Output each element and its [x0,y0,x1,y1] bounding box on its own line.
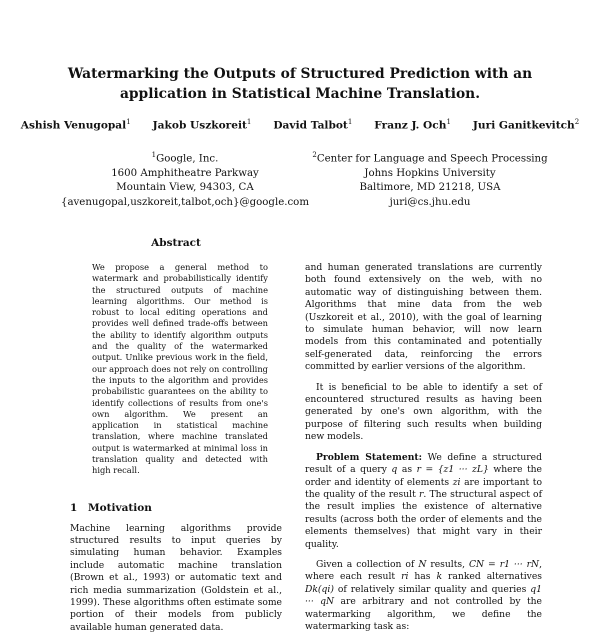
body-paragraph: It is beneficial to be able to identify a set of encountered structured results as having been generated by one's own algorithm, with the purpose of filtering such results when building new models. [305,381,542,443]
author: Juri Ganitkevitch$^2$ [472,118,580,132]
affiliation-google: $^1$Google, Inc. 1600 Amphitheatre Parkway Mountain View, 94303, CA {avenugopal,uszkoreit,talbot,och}@google.com [60,148,310,210]
email-text: juri@cs.jhu.edu [389,196,471,208]
author: Franz J. Och$^1$ [374,118,451,132]
paper-title [40,64,560,104]
title-line-1: Watermarking the Outputs of Structured Prediction with an [67,66,533,82]
abstract-text: We propose a general method to watermark and probabilistically identify the structured outputs of machine learning algorithms. Our method is robust to local editing operations and provides well defined trade-offs between the ability to identify algorithm outputs and the quality of the watermarked output. Unlike previous work in the field, our approach does not rely on controlling the inputs to the algorithm and provides probabilistic guarantees on the ability to identify collections of results from one's own algorithm. We present an application in statistical machine translation, where machine translated output is watermarked at minimal loss in translation quality and detected with high recall. [92,262,268,476]
affiliation-jhu: $^2$Center for Language and Speech Processing Johns Hopkins University Baltimore, MD 21218, USA juri@cs.jhu.edu [300,148,560,210]
author: David Talbot$^1$ [273,118,353,132]
abstract-heading: Abstract [151,237,201,249]
body-paragraph: Given a collection of N results, CN = r1 ··· rN, where each result ri has k ranked alternatives Dk(qi) of relatively similar quality and queries q1 ··· qN are arbitrary and not controlled by the watermarking algorithm, we define the watermarking task as: [305,558,542,632]
body-paragraph: and human generated translations are currently both found extensively on the web, with no automatic way of distinguishing between them. Algorithms that mine data from the web (Uszkoreit et al., 2010), with the goal of learning to simulate human behavior, will now learn models from this contaminated and potentially self-generated data, reinforcing the errors committed by earlier versions of the algorithm. [305,262,542,373]
problem-statement-paragraph: Problem Statement: We define a structured result of a query q as r = {z1 ··· zL} where the order and identity of elements zi are important to the quality of the result r. The structural aspect of the result implies the existence of alternative results (across both the order of elements and the elements themselves) that might vary in their quality. [305,451,542,550]
author: Jakob Uszkoreit$^1$ [152,118,252,132]
body-paragraph: Machine learning algorithms provide structured results to input queries by simulating human behavior. Examples include automatic machine translation (Brown et al., 1993) or automatic text and rich media summarization (Goldstein et al., 1999). These algorithms often estimate some portion of their models from publicly available human generated data. [70,522,282,633]
email-text: {avenugopal,uszkoreit,talbot,och}@google.com [61,196,309,208]
runin-heading: Problem Statement: [316,451,423,463]
author-list [0,118,600,132]
title-line-2: application in Statistical Machine Translation. [119,86,481,102]
left-column [70,236,282,634]
section-heading: 1 Motivation [70,501,152,514]
author: Ashish Venugopal$^1$ [20,118,131,132]
right-column [305,262,542,633]
